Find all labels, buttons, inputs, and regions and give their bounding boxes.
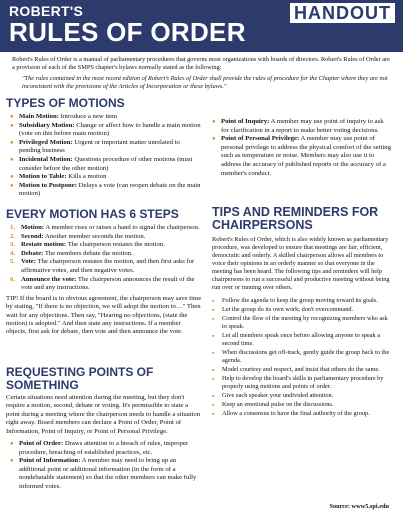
- point-type-item: [212, 135, 392, 178]
- step-description: The chairperson restates the motion, and then first asks for affirmative votes, and then negative votes.: [21, 258, 195, 274]
- point-type-item: [212, 118, 392, 135]
- step-number: 4.: [10, 249, 16, 257]
- motion-step-item: [10, 224, 202, 233]
- tips-intro: Robert's Rules of Order, which is also widely known as parliamentary procedure, was developed to ensure that meetings are fair, efficient, democratic and orderly. A skilled chairperson allows all members to voice their opinions in an orderly manner so that everyone in the meeting has been heard. The following tips and reminders will help chairpersons to run a successful and productive meeting without being run over or running over others.: [212, 236, 390, 291]
- term-description: Introduce a new item: [58, 113, 118, 120]
- types-list: [10, 113, 202, 199]
- tips-heading-line-1: TIPS AND REMINDERS FOR: [212, 205, 379, 219]
- tip-item: ▪ Follow the agenda to keep the group moving toward its goals.: [212, 297, 394, 305]
- header-banner: [0, 0, 403, 52]
- points-heading-line-2: SOMETHING: [6, 378, 79, 392]
- point-type-item: [10, 457, 202, 491]
- tips-section: [212, 206, 394, 419]
- tip-item: ▪ Let the group do its own work; don't overcommand.: [212, 306, 394, 314]
- term-description: A member may use point of inquiry to ask for clarification in a report to make better voting decisions.: [221, 118, 384, 134]
- point-type-item: [10, 440, 202, 457]
- step-description: The chairperson announces the result of the vote and any instructions.: [21, 275, 195, 292]
- term-description: Urgent or important matter unrelated to pending business: [19, 138, 180, 155]
- term-label: Subsidiary Motion:: [19, 121, 75, 129]
- step-description: The members debate the motion.: [43, 249, 133, 257]
- steps-list: [10, 224, 202, 293]
- motion-type-item: [10, 156, 202, 173]
- tip-item: ▪ Model courtesy and respect, and insist that others do the same.: [212, 366, 394, 374]
- step-number: 1.: [10, 224, 16, 231]
- step-label: Debate:: [21, 249, 44, 257]
- types-heading: TYPES OF MOTIONS: [6, 96, 125, 110]
- motion-type-item: [10, 113, 202, 122]
- term-description: Draws attention to a breach of rules, improper procedure, breaching of established practices, etc.: [19, 440, 189, 456]
- points-heading-line-1: REQUESTING POINTS OF: [6, 365, 154, 379]
- types-continued: [212, 118, 392, 178]
- step-description: The chairperson restates the motion.: [66, 241, 165, 249]
- step-label: Announce the vote:: [21, 275, 77, 283]
- term-label: Main Motion:: [19, 113, 59, 120]
- motion-type-item: [10, 122, 202, 139]
- term-label: Motion to Table:: [19, 173, 67, 181]
- tip-item: ▪ Give each speaker your undivided attention.: [212, 392, 394, 400]
- tip-paragraph: TIP! If the board is in obvious agreement, the chairperson may save time by stating, "If there is no objection, we will adopt the motion to…" Then wait for any objections. Then say, "Hearing no objections, (state the motion) is adopted." And then state any instructions. If a member objects, first ask for debate, then vote and then announce the vote.: [6, 294, 202, 336]
- tip-item: ▪ Allow a consensus to have the final authority of the group.: [212, 410, 394, 418]
- step-label: Vote:: [21, 258, 36, 266]
- title-line-1: ROBERT'S: [9, 3, 84, 19]
- handout-badge: HANDOUT: [290, 3, 395, 23]
- step-number: 6.: [10, 275, 16, 283]
- term-description: Delays a vote (can reopen debate on the main motion): [19, 181, 201, 198]
- term-label: Privileged Motion:: [19, 138, 73, 146]
- step-label: Restate motion:: [21, 241, 67, 249]
- term-description: Questions procedure of other motions (must consider before the other motion): [19, 155, 193, 172]
- step-number: 5.: [10, 258, 16, 266]
- term-description: A member may need to bring up an additional point or additional information (in the form of a nondebatable statement) so that the other members can make fully informed votes.: [19, 457, 197, 490]
- steps-heading: EVERY MOTION HAS 6 STEPS: [6, 207, 179, 221]
- points-section: [6, 366, 202, 492]
- term-description: Change or affect how to handle a main motion (vote on this before main motion): [19, 121, 201, 138]
- points-intro: Certain situations need attention during the meeting, but they don't require a motion, second, debate or voting. It's permissible to state a point during a meeting where the chairperson needs to handle a situation right away. Board members can declare a Point of Order, Point of Information, Point of Inquiry, or Point of Personal Privilege.: [6, 394, 201, 435]
- term-label: Motion to Postpone:: [19, 181, 77, 189]
- tips-list: [212, 297, 394, 418]
- step-number: 3.: [10, 241, 16, 249]
- term-description: A member may use point of personal privilege to address the physical comfort of the setting such as temperature or noise. Members may also use it to address the accuracy of published reports or the accuracy of a member's conduct.: [221, 135, 391, 177]
- tip-item: ▪ Control the flow of the meeting by recognizing members who ask to speak.: [212, 315, 394, 331]
- tip-item: ▪ Help to develop the board's skills in parliamentary procedure by properly using motions and points of order.: [212, 375, 394, 391]
- motion-step-item: [10, 250, 202, 259]
- source-credit: Source: www5.spi.edu: [329, 503, 389, 510]
- motion-step-item: [10, 241, 202, 250]
- page-title: RULES OF ORDER: [9, 17, 246, 47]
- motion-type-item: [10, 182, 202, 199]
- term-description: Kills a motion: [66, 173, 107, 181]
- term-label: Point of Inquiry:: [221, 118, 270, 125]
- term-label: Point of Information:: [19, 457, 81, 465]
- tip-item: ▪ Keep an emotional pulse on the discussions.: [212, 401, 394, 409]
- types-section: [6, 97, 202, 199]
- step-label: Motion:: [21, 224, 45, 231]
- motion-type-item: [10, 139, 202, 156]
- points-list: [10, 440, 202, 492]
- tip-item: ▪ When discussions get off-track, gently guide the group back to the agenda.: [212, 349, 394, 365]
- step-description: Another member seconds the motion.: [43, 232, 146, 240]
- intro-paragraph: Robert's Rules of Order is a manual of parliamentary procedures that governs most organizations with boards of directors. Robert's Rules of Order are a provision of each of the SMPS chapter's bylaws normally stated as the following:: [12, 56, 390, 71]
- motion-type-item: [10, 173, 202, 182]
- steps-section: [6, 208, 202, 337]
- term-label: Point of Personal Privilege:: [221, 135, 300, 143]
- step-description: A member rises or raises a hand to signal the chairperson.: [44, 224, 200, 231]
- step-number: 2.: [10, 232, 16, 240]
- term-label: Point of Order:: [19, 440, 64, 448]
- tips-heading-line-2: CHAIRPERSONS: [212, 218, 313, 232]
- term-label: Incidental Motion:: [19, 155, 73, 163]
- motion-step-item: [10, 276, 202, 293]
- motion-step-item: [10, 233, 202, 242]
- step-label: Second:: [21, 232, 44, 240]
- tip-item: ▪ Let all members speak once before allowing anyone to speak a second time.: [212, 332, 394, 348]
- motion-step-item: [10, 258, 202, 275]
- bylaws-quote: "The rules contained in the most recent edition of Robert's Rules of Order shall provide the rules of procedure for the Chapter where they are not inconsistent with the provisions of the Articles of Incorporation or these bylaws.": [22, 75, 388, 90]
- types-right-list: [212, 118, 392, 178]
